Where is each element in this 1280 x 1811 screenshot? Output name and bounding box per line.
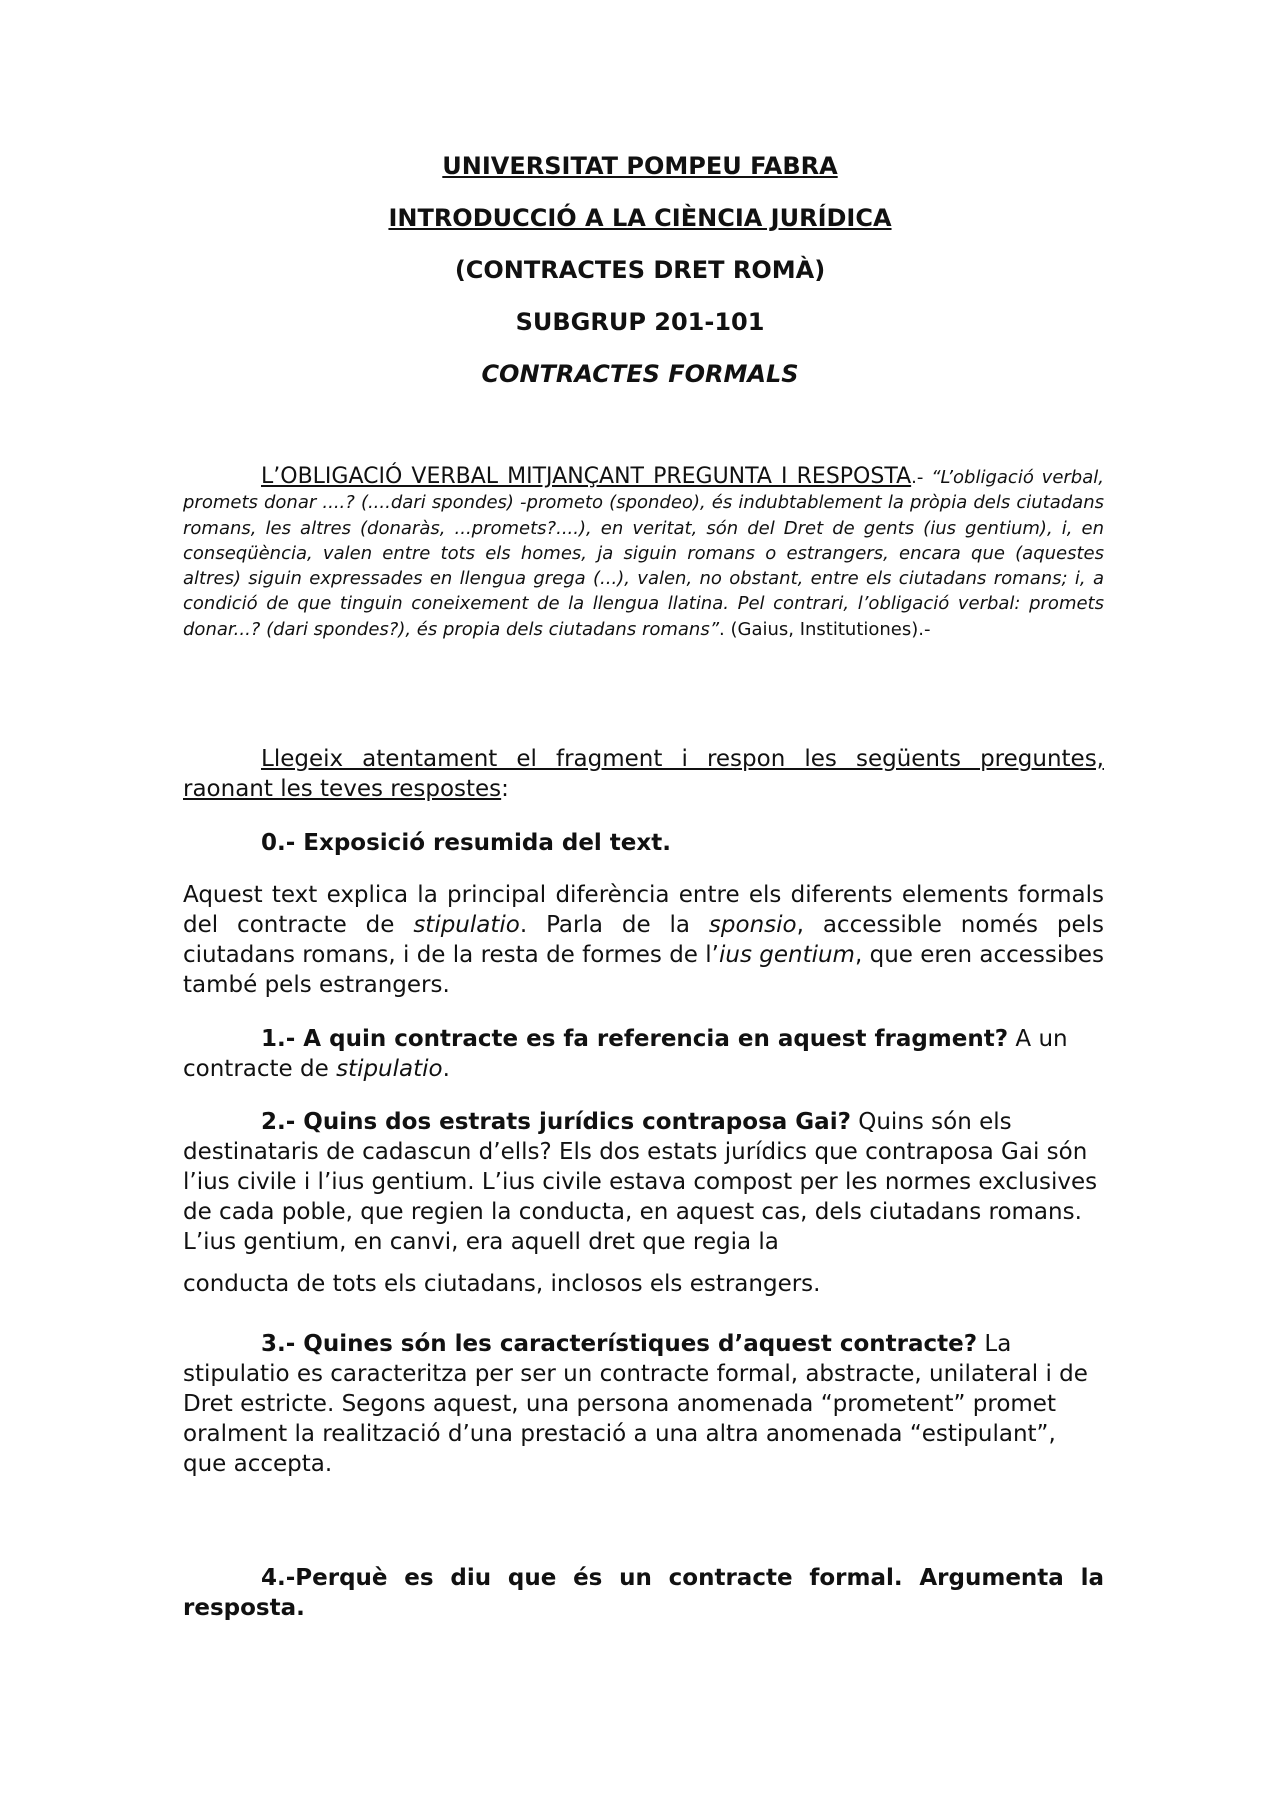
question-4: 4.-Perquè es diu que és un contracte formal. Argumenta la resposta. xyxy=(183,1565,1104,1621)
answer-0-term: stipulatio xyxy=(413,912,520,938)
instructions-colon: : xyxy=(501,776,509,802)
question-2-block xyxy=(183,1107,1104,1257)
answer-0-term: sponsio xyxy=(708,912,797,938)
question-3: 3.- Quines són les característiques d’aquest contracte? xyxy=(261,1331,978,1357)
quote-text: “L’obligació verbal, promets donar ....? (....dari spondes) -prometo (spondeo), és indubtablement la pròpia dels ciutadans romans, les altres (donaràs, ...promets?....), en veritat, són del Dret de gents (ius gentium), i, en conseqüència, valen entre tots els homes, ja siguin romans o estrangers, encara que (aquestes altres) siguin expressades en llengua grega (...), valen, no obstant, entre els ciutadans romans; i, a condició de que tinguin coneixement de la llengua llatina. Pel contrari, l’obligació verbal: promets donar...? (dari spondes?), és propia dels ciutadans romans” xyxy=(183,467,1104,640)
answer-1-term: stipulatio xyxy=(336,1056,443,1082)
question-1: 1.- A quin contracte es fa referencia en aquest fragment? xyxy=(261,1026,1009,1052)
subtitle: CONTRACTES FORMALS xyxy=(481,360,799,388)
source-quote xyxy=(183,464,1104,642)
answer-0-part: , que eren accessibes també pels estrangers. xyxy=(183,942,1105,998)
answer-0-part: , accessible només pels ciutadans romans, i de la resta de formes de l’ xyxy=(183,912,1104,968)
answer-1: A un contracte de xyxy=(183,1026,1068,1082)
answer-0-part: . Parla de la xyxy=(519,912,709,938)
quote-heading: L’OBLIGACIÓ VERBAL MITJANÇANT PREGUNTA I RESPOSTA xyxy=(261,464,912,489)
group-title: SUBGRUP 201-101 xyxy=(515,308,765,336)
question-2: 2.- Quins dos estrats jurídics contraposa Gai? xyxy=(261,1109,851,1135)
question-0: 0.- Exposició resumida del text. xyxy=(261,830,671,856)
course-title: INTRODUCCIÓ A LA CIÈNCIA JURÍDICA xyxy=(388,204,892,232)
answer-0-part: Aquest text explica la principal diferència entre els diferents elements formals del contracte de xyxy=(183,882,1104,938)
quote-citation: . (Gaius, Institutiones).- xyxy=(719,618,931,640)
answer-0-term: ius gentium xyxy=(718,942,855,968)
instructions xyxy=(183,744,1104,804)
answer-3: La stipulatio es caracteritza per ser un contracte formal, abstracte, unilateral i de Dret estricte. Segons aquest, una persona anomenada “prometent” promet oralment la realització d’una prestació a una altra anomenada “estipulant”, que accepta. xyxy=(183,1331,1088,1477)
question-1-block xyxy=(183,1024,1104,1084)
university-title: UNIVERSITAT POMPEU FABRA xyxy=(442,152,838,180)
quote-separator: .- xyxy=(911,467,932,488)
topic-title: (CONTRACTES DRET ROMÀ) xyxy=(454,256,826,284)
answer-0 xyxy=(183,880,1104,1000)
answer-2-last-line: conducta de tots els ciutadans, inclosos els estrangers. xyxy=(183,1271,821,1297)
instructions-text: Llegeix atentament el fragment i respon les següents preguntes, raonant les teves respostes xyxy=(183,746,1104,802)
answer-2: Quins són els destinataris de cadascun d’ells? Els dos estats jurídics que contraposa Gai són l’ius civile i l’ius gentium. L’ius civile estava compost per les normes exclusives de cada poble, que regien la conducta, en aquest cas, dels ciutadans romans. L’ius gentium, en canvi, era aquell dret que regia la xyxy=(183,1109,1098,1255)
question-3-block xyxy=(183,1329,1104,1479)
answer-1-end: . xyxy=(442,1056,450,1082)
